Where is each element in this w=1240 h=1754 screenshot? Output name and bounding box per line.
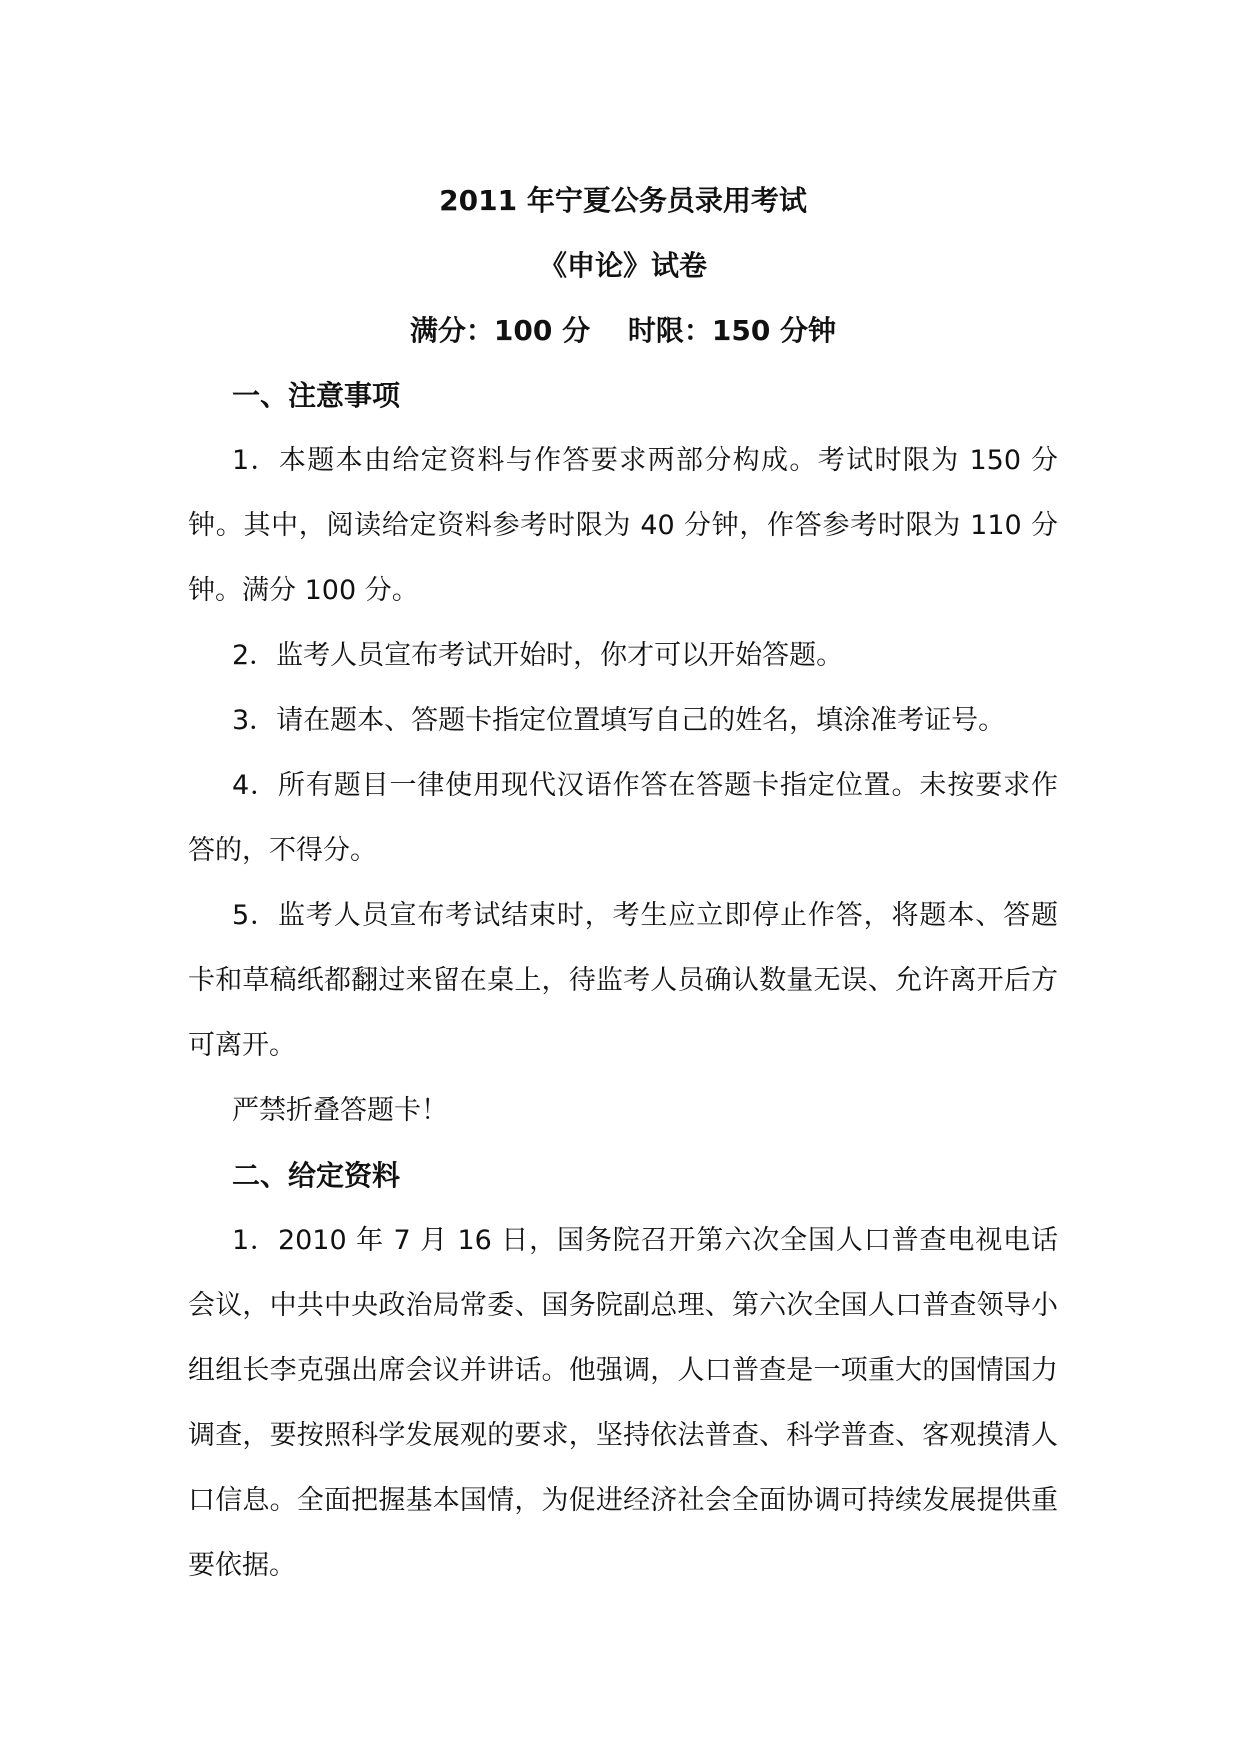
materials-heading: 二、给定资料 — [232, 1159, 401, 1192]
material-item-1: 1．2010 年 7 月 16 日，国务院召开第六次全国人口普查电视电话会议，中共中央政治局常委、国务院副总理、第六次全国人口普查领导小组组长李克强出席会议并讲话。他强调，人口普查是一项重大的国情国力调查，要按照科学发展观的要求，坚持依法普查、科学普查、客观摸清人口信息。全面把握基本国情，为促进经济社会全面协调可持续发展提供重要依据。 — [188, 1225, 1058, 1581]
notice-item-3: 3．请在题本、答题卡指定位置填写自己的姓名，填涂准考证号。 — [232, 705, 1006, 736]
document-page — [188, 168, 1058, 1598]
notice-warning: 严禁折叠答题卡！ — [232, 1095, 448, 1126]
exam-score-time: 满分：100 分 时限：150 分钟 — [409, 314, 837, 347]
exam-subject: 《申论》试卷 — [538, 249, 707, 282]
notice-item-1: 1．本题本由给定资料与作答要求两部分构成。考试时限为 150 分钟。其中，阅读给定资料参考时限为 40 分钟，作答参考时限为 110 分钟。满分 100 分。 — [188, 445, 1058, 606]
notice-item-5: 5．监考人员宣布考试结束时，考生应立即停止作答，将题本、答题卡和草稿纸都翻过来留在桌上，待监考人员确认数量无误、允许离开后方可离开。 — [188, 900, 1058, 1061]
exam-title: 2011 年宁夏公务员录用考试 — [439, 184, 807, 217]
notice-item-2: 2．监考人员宣布考试开始时，你才可以开始答题。 — [232, 640, 844, 671]
notice-heading: 一、注意事项 — [232, 379, 401, 412]
notice-item-4: 4．所有题目一律使用现代汉语作答在答题卡指定位置。未按要求作答的，不得分。 — [188, 770, 1058, 866]
